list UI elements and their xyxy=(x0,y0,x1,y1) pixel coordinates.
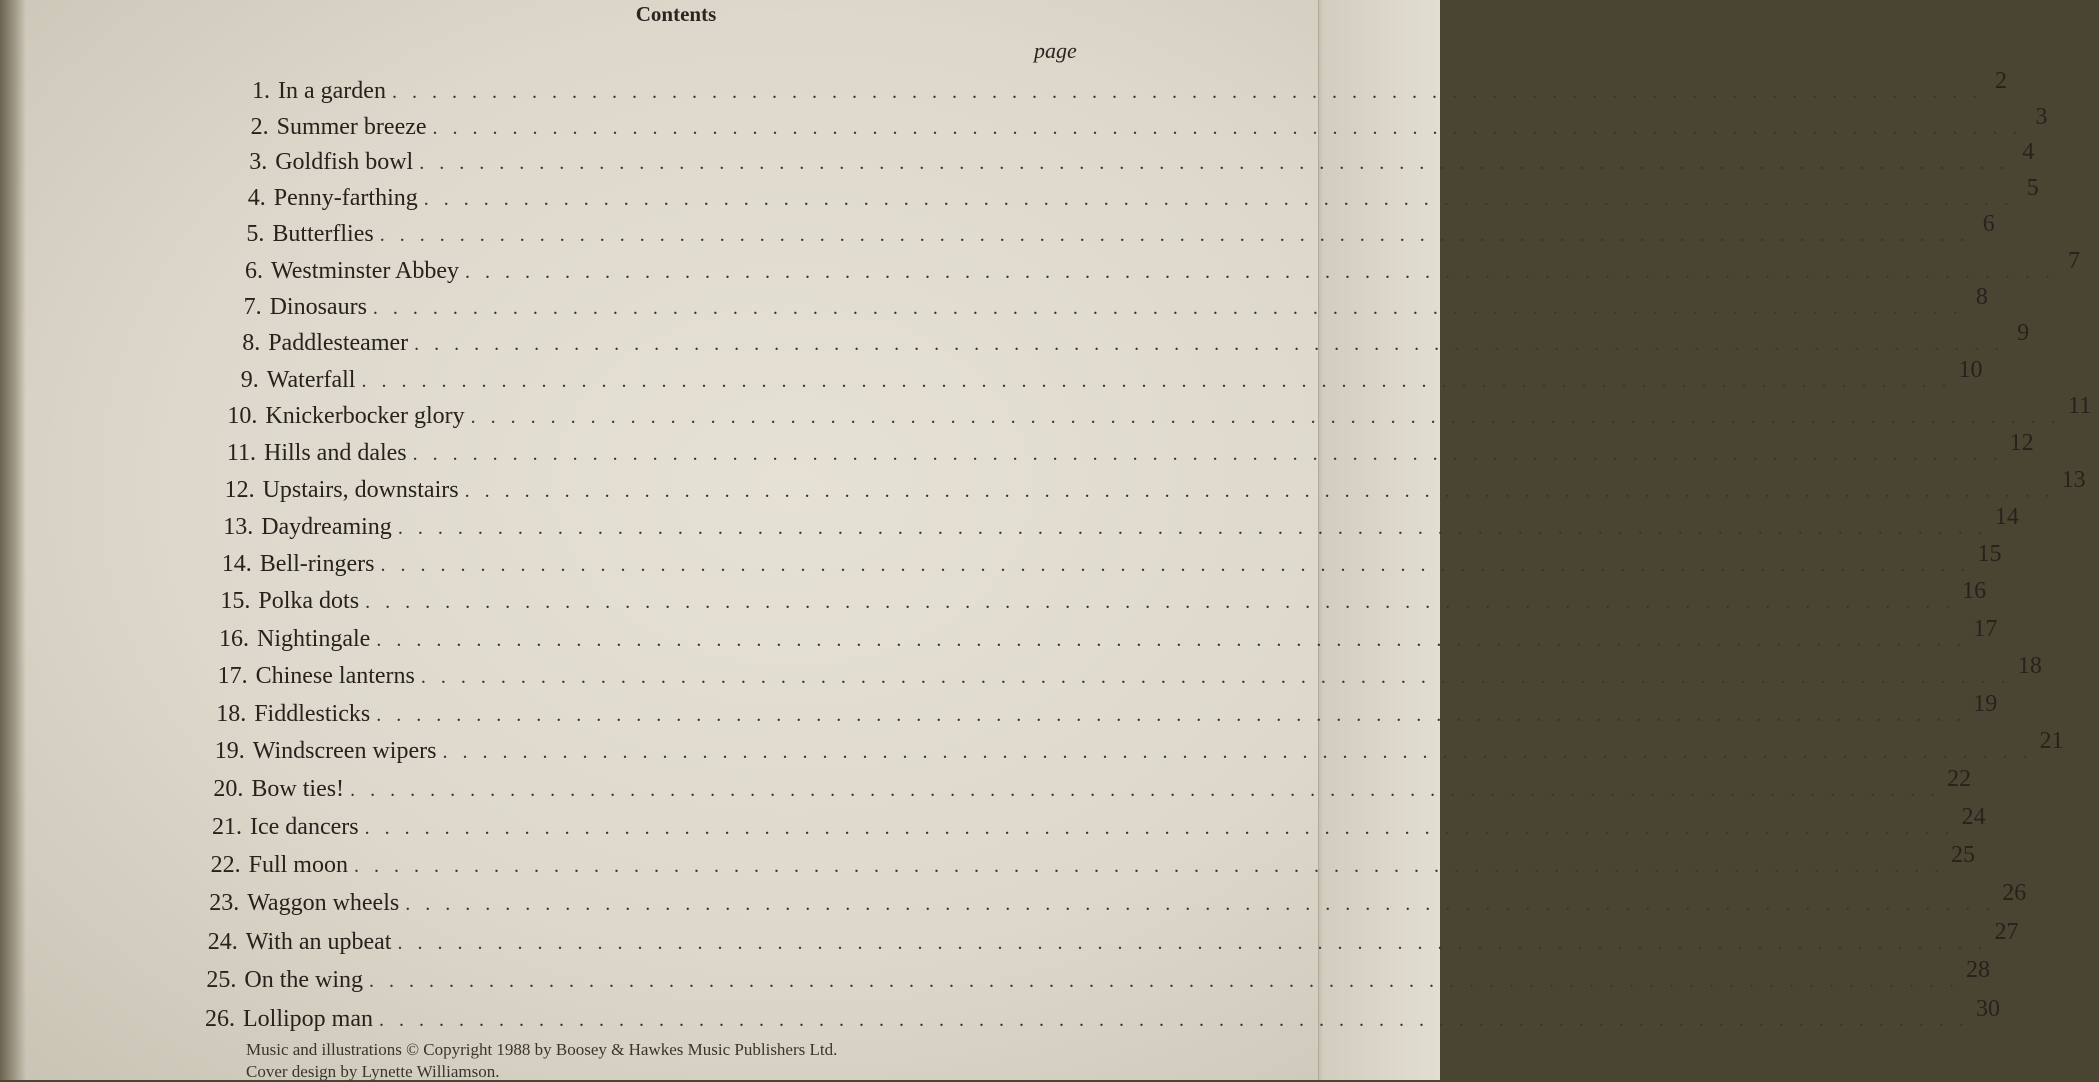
toc-entry-page: 13 xyxy=(2061,466,2086,493)
toc-leader-dots: . . . . . . . . . . . . . . . . . . . . . . . . . . . . . . . . . . . . . . . . . . . . . . . . . . . . . . . . . . . . . . . . . . . . . . . . . . . . . . . . xyxy=(420,665,2011,688)
toc-leader-dots: . . . . . . . . . . . . . . . . . . . . . . . . . . . . . . . . . . . . . . . . . . . . . . . . . . . . . . . . . . . . . . . . . . . . . . . . . . . . . . . . xyxy=(364,817,1955,839)
page-column-header: page xyxy=(1034,38,1077,63)
toc-leader-dots: . . . . . . . . . . . . . . . . . . . . . . . . . . . . . . . . . . . . . . . . . . . . . . . . . . . . . . . . . . . . . . . . . . . . . . . . . . . . . . . . xyxy=(372,296,1963,319)
toc-leader-dots: . . . . . . . . . . . . . . . . . . . . . . . . . . . . . . . . . . . . . . . . . . . . . . . . . . . . . . . . . . . . . . . . . . . . . . . . . . . . . . . . xyxy=(423,188,2014,211)
toc-entry-page: 10 xyxy=(1958,356,1983,383)
toc-entry xyxy=(198,690,1998,731)
toc-entry xyxy=(214,283,1988,324)
toc-entry-page: 7 xyxy=(2068,247,2081,274)
toc-entry xyxy=(218,175,2039,215)
toc-leader-dots: . . . . . . . . . . . . . . . . . . . . . . . . . . . . . . . . . . . . . . . . . . . . . . . . . . . . . . . . . . . . . . . . . . . . . . . . . . . . . . . . xyxy=(376,703,1967,726)
toc-entry xyxy=(188,956,1991,997)
toc-entry-title: Bell-ringers xyxy=(259,550,375,577)
toc-entry xyxy=(202,578,1987,618)
toc-entry-number: 9. xyxy=(240,366,259,393)
toc-entry-number: 1. xyxy=(252,78,270,104)
toc-entry-title: Windscreen wipers xyxy=(252,738,437,765)
toc-entry xyxy=(195,766,1972,806)
toc-entry-page: 25 xyxy=(1950,842,1975,869)
toc-entry-title: Goldfish bowl xyxy=(275,149,414,176)
toc-entry-title: On the wing xyxy=(244,966,364,993)
toc-leader-dots: . . . . . . . . . . . . . . . . . . . . . . . . . . . . . . . . . . . . . . . . . . . . . . . . . . . . . . . . . . . . . . . . . . . . . . . . . . . . . . . . xyxy=(350,779,1941,802)
toc-entry xyxy=(187,995,2000,1036)
toc-entry-number: 15. xyxy=(220,588,251,615)
toc-entry xyxy=(197,728,2064,768)
toc-entry-title: Knickerbocker glory xyxy=(265,403,465,430)
toc-entry xyxy=(193,842,1975,882)
toc-entry-page: 14 xyxy=(1994,503,2019,530)
toc-entry-number: 6. xyxy=(245,257,263,284)
toc-entry xyxy=(205,503,2019,544)
toc-entry-page: 22 xyxy=(1947,766,1972,793)
toc-entry-number: 3. xyxy=(249,149,268,176)
toc-entry-number: 13. xyxy=(223,513,254,540)
toc-entry-title: Paddlesteamer xyxy=(268,330,409,357)
toc-entry-title: Hills and dales xyxy=(264,440,407,466)
toc-entry xyxy=(194,804,1986,844)
toc-entry-page: 28 xyxy=(1966,956,1991,983)
toc-entry xyxy=(208,430,2034,470)
toc-leader-dots: . . . . . . . . . . . . . . . . . . . . . . . . . . . . . . . . . . . . . . . . . . . . . . . . . . . . . . . . . . . . . . . . . . . . . . . . . . . . . . . . xyxy=(414,333,2005,356)
toc-entry-number: 25. xyxy=(206,966,237,993)
toc-entry-title: Ice dancers xyxy=(250,814,359,840)
toc-entry-number: 16. xyxy=(219,625,249,652)
toc-entry-number: 2. xyxy=(250,113,269,140)
toc-leader-dots: . . . . . . . . . . . . . . . . . . . . . . . . . . . . . . . . . . . . . . . . . . . . . . . . . . . . . . . . . . . . . . . . . . . . . . . . . . . . . . . . xyxy=(353,855,1944,878)
toc-entry-page: 24 xyxy=(1961,804,1986,830)
toc-entry-page: 12 xyxy=(2009,430,2034,456)
toc-entry-title: In a garden xyxy=(278,78,386,104)
toc-entry-number: 26. xyxy=(205,1005,235,1032)
toc-entry-title: Upstairs, downstairs xyxy=(262,476,459,503)
toc-entry xyxy=(204,540,2002,581)
toc-entry-number: 24. xyxy=(207,928,238,955)
toc-entry-page: 11 xyxy=(2068,393,2092,420)
toc-entry-number: 19. xyxy=(214,738,245,765)
toc-entry-number: 17. xyxy=(217,662,248,689)
toc-leader-dots: . . . . . . . . . . . . . . . . . . . . . . . . . . . . . . . . . . . . . . . . . . . . . . . . . . . . . . . . . . . . . . . . . . . . . . . . . . . . . . . . xyxy=(376,628,1967,651)
toc-entry-page: 6 xyxy=(1982,211,1995,238)
toc-entry xyxy=(221,103,2048,144)
toc-leader-dots: . . . . . . . . . . . . . . . . . . . . . . . . . . . . . . . . . . . . . . . . . . . . . . . . . . . . . . . . . . . . . . . . . . . . . . . . . . . . . . . . xyxy=(412,443,2003,465)
toc-entry-title: With an upbeat xyxy=(245,928,392,955)
toc-leader-dots: . . . . . . . . . . . . . . . . . . . . . . . . . . . . . . . . . . . . . . . . . . . . . . . . . . . . . . . . . . . . . . . . . . . . . . . . . . . . . . . . xyxy=(397,516,1988,539)
toc-entry-page: 4 xyxy=(2022,139,2035,166)
toc-entry-title: Waterfall xyxy=(266,366,356,393)
toc-entry-page: 21 xyxy=(2039,728,2064,755)
toc-entry-number: 12. xyxy=(224,476,255,503)
toc-entry-title: Penny-farthing xyxy=(273,185,418,212)
toc-entry-number: 5. xyxy=(246,221,265,248)
toc-entry-title: Polka dots xyxy=(258,588,360,615)
toc-leader-dots: . . . . . . . . . . . . . . . . . . . . . . . . . . . . . . . . . . . . . . . . . . . . . . . . . . . . . . . . . . . . . . . . . . . . . . . . . . . . . . . . xyxy=(397,931,1988,954)
toc-entry-page: 27 xyxy=(1994,918,2019,945)
toc-leader-dots: . . . . . . . . . . . . . . . . . . . . . . . . . . . . . . . . . . . . . . . . . . . . . . . . . . . . . . . . . . . . . . . . . . . . . . . . . . . . . . . . xyxy=(405,893,1996,916)
toc-entry xyxy=(191,880,2027,920)
toc-entry-number: 4. xyxy=(247,185,266,212)
toc-entry xyxy=(219,139,2035,179)
toc-entry-number: 8. xyxy=(242,330,261,357)
toc-entry-title: Nightingale xyxy=(257,625,371,652)
toc-entry-page: 19 xyxy=(1973,690,1998,717)
toc-entry xyxy=(216,211,1995,251)
toc-entry-title: Dinosaurs xyxy=(269,293,367,320)
toc-entry-number: 20. xyxy=(213,776,244,803)
toc-entry xyxy=(207,466,2086,507)
toc-entry-title: Lollipop man xyxy=(243,1005,373,1032)
toc-entry-number: 21. xyxy=(212,814,242,840)
toc-entry-page: 16 xyxy=(1962,578,1987,605)
toc-entry xyxy=(211,356,1983,397)
toc-entry xyxy=(209,393,2092,433)
toc-leader-dots: . . . . . . . . . . . . . . . . . . . . . . . . . . . . . . . . . . . . . . . . . . . . . . . . . . . . . . . . . . . . . . . . . . . . . . . . . . . . . . . . xyxy=(380,553,1971,576)
toc-entry-title: Summer breeze xyxy=(276,113,427,140)
toc-entry-page: 26 xyxy=(2002,880,2027,907)
toc-entry-title: Bow ties! xyxy=(251,776,345,803)
toc-entry-number: 10. xyxy=(227,403,258,430)
toc-entry-number: 22. xyxy=(210,852,241,879)
toc-leader-dots: . . . . . . . . . . . . . . . . . . . . . . . . . . . . . . . . . . . . . . . . . . . . . . . . . . . . . . . . . . . . . . . . . . . . . . . . . . . . . . . . xyxy=(432,116,2023,139)
copyright-notice: Music and illustrations © Copyright 1988 by Boosey & Hawkes Music Publishers Ltd. xyxy=(246,1040,838,1059)
toc-entry-number: 23. xyxy=(209,890,240,917)
toc-leader-dots: . . . . . . . . . . . . . . . . . . . . . . . . . . . . . . . . . . . . . . . . . . . . . . . . . . . . . . . . . . . . . . . . . . . . . . . . . . . . . . . . xyxy=(470,406,2061,429)
toc-leader-dots: . . . . . . . . . . . . . . . . . . . . . . . . . . . . . . . . . . . . . . . . . . . . . . . . . . . . . . . . . . . . . . . . . . . . . . . . . . . . . . . . xyxy=(465,260,2056,283)
page-gutter-shadow xyxy=(0,0,26,1080)
toc-leader-dots: . . . . . . . . . . . . . . . . . . . . . . . . . . . . . . . . . . . . . . . . . . . . . . . . . . . . . . . . . . . . . . . . . . . . . . . . . . . . . . . . xyxy=(442,741,2033,764)
toc-entry-title: Daydreaming xyxy=(261,513,392,540)
toc-leader-dots: . . . . . . . . . . . . . . . . . . . . . . . . . . . . . . . . . . . . . . . . . . . . . . . . . . . . . . . . . . . . . . . . . . . . . . . . . . . . . . . . xyxy=(365,591,1956,614)
toc-entry-number: 18. xyxy=(216,700,247,727)
toc-entry-title: Chinese lanterns xyxy=(255,662,415,689)
toc-entry-page: 3 xyxy=(2035,103,2048,130)
toc-entry xyxy=(201,615,1998,656)
toc-leader-dots: . . . . . . . . . . . . . . . . . . . . . . . . . . . . . . . . . . . . . . . . . . . . . . . . . . . . . . . . . . . . . . . . . . . . . . . . . . . . . . . . xyxy=(378,1008,1969,1031)
toc-entry-page: 15 xyxy=(1977,540,2002,567)
toc-entry-page: 2 xyxy=(1994,68,2007,94)
toc-leader-dots: . . . . . . . . . . . . . . . . . . . . . . . . . . . . . . . . . . . . . . . . . . . . . . . . . . . . . . . . . . . . . . . . . . . . . . . . . . . . . . . . xyxy=(379,224,1970,247)
toc-entry-page: 30 xyxy=(1975,995,2000,1022)
toc-entry-number: 14. xyxy=(221,550,252,577)
toc-entry-number: 11. xyxy=(226,440,256,466)
toc-leader-dots: . . . . . . . . . . . . . . . . . . . . . . . . . . . . . . . . . . . . . . . . . . . . . . . . . . . . . . . . . . . . . . . . . . . . . . . . . . . . . . . . xyxy=(419,152,2010,175)
toc-entry-title: Fiddlesticks xyxy=(254,700,371,727)
toc-entry-number: 7. xyxy=(243,293,262,320)
toc-leader-dots: . . . . . . . . . . . . . . . . . . . . . . . . . . . . . . . . . . . . . . . . . . . . . . . . . . . . . . . . . . . . . . . . . . . . . . . . . . . . . . . . xyxy=(391,81,1982,103)
toc-entry xyxy=(200,652,2042,693)
toc-leader-dots: . . . . . . . . . . . . . . . . . . . . . . . . . . . . . . . . . . . . . . . . . . . . . . . . . . . . . . . . . . . . . . . . . . . . . . . . . . . . . . . . xyxy=(361,369,1952,392)
toc-entry-title: Waggon wheels xyxy=(247,890,400,917)
toc-entry xyxy=(212,320,2030,360)
toc-entry-page: 8 xyxy=(1975,283,1988,310)
toc-entry-title: Butterflies xyxy=(272,221,374,248)
toc-entry-page: 18 xyxy=(2017,652,2042,679)
toc-entry-page: 5 xyxy=(2026,175,2039,202)
toc-entry-title: Full moon xyxy=(248,852,348,879)
toc-entry-title: Westminster Abbey xyxy=(271,257,460,284)
toc-entry-page: 9 xyxy=(2017,320,2030,347)
page-title: Contents xyxy=(635,2,717,26)
toc-leader-dots: . . . . . . . . . . . . . . . . . . . . . . . . . . . . . . . . . . . . . . . . . . . . . . . . . . . . . . . . . . . . . . . . . . . . . . . . . . . . . . . . xyxy=(464,479,2055,502)
toc-entry xyxy=(190,918,2019,959)
toc-entry xyxy=(222,68,2007,108)
cover-credit: Cover design by Lynette Williamson. xyxy=(246,1062,500,1081)
toc-entry xyxy=(215,247,2081,288)
toc-leader-dots: . . . . . . . . . . . . . . . . . . . . . . . . . . . . . . . . . . . . . . . . . . . . . . . . . . . . . . . . . . . . . . . . . . . . . . . . . . . . . . . . xyxy=(369,969,1960,992)
toc-entry-page: 17 xyxy=(1973,615,1998,642)
